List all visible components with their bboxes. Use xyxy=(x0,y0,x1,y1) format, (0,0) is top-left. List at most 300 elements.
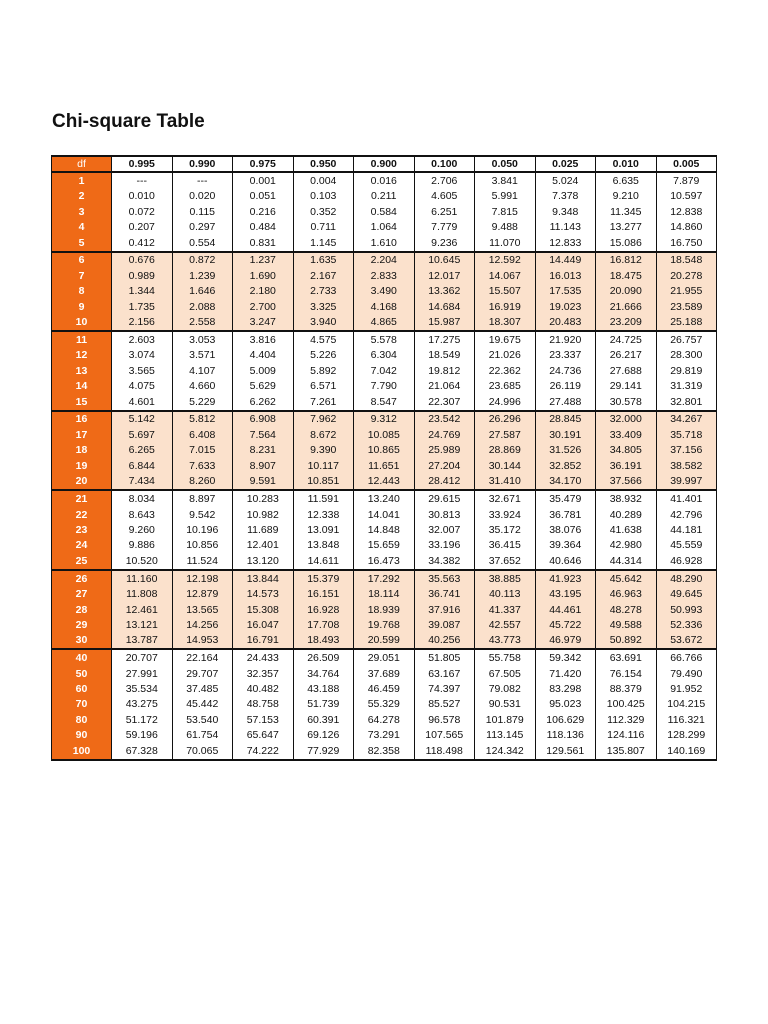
value-cell: 37.485 xyxy=(172,681,233,696)
value-cell: 129.561 xyxy=(535,743,596,760)
value-cell: 35.534 xyxy=(112,681,173,696)
value-cell: 55.758 xyxy=(475,649,536,666)
value-cell: 2.706 xyxy=(414,172,475,189)
df-cell: 11 xyxy=(52,331,112,348)
value-cell: 16.750 xyxy=(656,235,717,252)
value-cell: 28.412 xyxy=(414,474,475,491)
value-cell: 9.236 xyxy=(414,235,475,252)
value-cell: 42.796 xyxy=(656,507,717,522)
value-cell: 46.979 xyxy=(535,633,596,650)
value-cell: 5.229 xyxy=(172,394,233,411)
value-cell: 0.676 xyxy=(112,252,173,269)
value-cell: 10.865 xyxy=(354,443,415,458)
value-cell: 0.010 xyxy=(112,189,173,204)
value-cell: 1.635 xyxy=(293,252,354,269)
value-cell: 7.790 xyxy=(354,379,415,394)
value-cell: 24.736 xyxy=(535,363,596,378)
df-cell: 27 xyxy=(52,586,112,601)
value-cell: 22.307 xyxy=(414,394,475,411)
value-cell: 64.278 xyxy=(354,712,415,727)
value-cell: 14.449 xyxy=(535,252,596,269)
value-cell: 0.016 xyxy=(354,172,415,189)
value-cell: 13.091 xyxy=(293,522,354,537)
df-cell: 17 xyxy=(52,427,112,442)
df-cell: 2 xyxy=(52,189,112,204)
value-cell: 7.434 xyxy=(112,474,173,491)
value-cell: 85.527 xyxy=(414,697,475,712)
value-cell: 6.251 xyxy=(414,204,475,219)
value-cell: 74.222 xyxy=(233,743,294,760)
value-cell: 6.262 xyxy=(233,394,294,411)
value-cell: 10.196 xyxy=(172,522,233,537)
value-cell: 5.991 xyxy=(475,189,536,204)
value-cell: 29.051 xyxy=(354,649,415,666)
value-cell: 7.261 xyxy=(293,394,354,411)
value-cell: 31.526 xyxy=(535,443,596,458)
value-cell: 12.338 xyxy=(293,507,354,522)
value-cell: 7.779 xyxy=(414,219,475,234)
value-cell: 124.116 xyxy=(596,728,657,743)
value-cell: 13.844 xyxy=(233,570,294,587)
df-cell: 24 xyxy=(52,538,112,553)
value-cell: 16.473 xyxy=(354,553,415,570)
prob-header: 0.100 xyxy=(414,156,475,172)
value-cell: 23.685 xyxy=(475,379,536,394)
df-cell: 25 xyxy=(52,553,112,570)
value-cell: 112.329 xyxy=(596,712,657,727)
value-cell: 30.813 xyxy=(414,507,475,522)
df-cell: 10 xyxy=(52,314,112,331)
value-cell: 0.297 xyxy=(172,219,233,234)
df-cell: 22 xyxy=(52,507,112,522)
table-row xyxy=(52,189,717,204)
value-cell: 19.812 xyxy=(414,363,475,378)
prob-header: 0.975 xyxy=(233,156,294,172)
table-row xyxy=(52,458,717,473)
df-cell: 26 xyxy=(52,570,112,587)
value-cell: 100.425 xyxy=(596,697,657,712)
table-row xyxy=(52,427,717,442)
value-cell: 41.638 xyxy=(596,522,657,537)
table-row xyxy=(52,538,717,553)
value-cell: 3.325 xyxy=(293,299,354,314)
value-cell: 0.989 xyxy=(112,268,173,283)
table-row xyxy=(52,394,717,411)
value-cell: 13.121 xyxy=(112,617,173,632)
value-cell: 20.707 xyxy=(112,649,173,666)
value-cell: 46.459 xyxy=(354,681,415,696)
value-cell: 16.013 xyxy=(535,268,596,283)
value-cell: 1.735 xyxy=(112,299,173,314)
prob-header: 0.900 xyxy=(354,156,415,172)
value-cell: 10.085 xyxy=(354,427,415,442)
value-cell: 28.300 xyxy=(656,348,717,363)
value-cell: 46.963 xyxy=(596,586,657,601)
value-cell: 95.023 xyxy=(535,697,596,712)
value-cell: 39.087 xyxy=(414,617,475,632)
value-cell: 6.408 xyxy=(172,427,233,442)
value-cell: 44.314 xyxy=(596,553,657,570)
value-cell: 49.645 xyxy=(656,586,717,601)
value-cell: 16.812 xyxy=(596,252,657,269)
value-cell: 35.718 xyxy=(656,427,717,442)
table-row xyxy=(52,649,717,666)
value-cell: 1.239 xyxy=(172,268,233,283)
value-cell: 67.328 xyxy=(112,743,173,760)
value-cell: 3.841 xyxy=(475,172,536,189)
value-cell: 11.070 xyxy=(475,235,536,252)
value-cell: 5.024 xyxy=(535,172,596,189)
value-cell: 13.848 xyxy=(293,538,354,553)
value-cell: 5.009 xyxy=(233,363,294,378)
df-cell: 3 xyxy=(52,204,112,219)
table-row xyxy=(52,507,717,522)
value-cell: 18.548 xyxy=(656,252,717,269)
value-cell: 6.304 xyxy=(354,348,415,363)
value-cell: 0.872 xyxy=(172,252,233,269)
prob-header: 0.010 xyxy=(596,156,657,172)
value-cell: 8.907 xyxy=(233,458,294,473)
value-cell: 5.142 xyxy=(112,411,173,428)
table-row xyxy=(52,363,717,378)
value-cell: 65.647 xyxy=(233,728,294,743)
value-cell: 9.312 xyxy=(354,411,415,428)
value-cell: 7.633 xyxy=(172,458,233,473)
value-cell: 10.520 xyxy=(112,553,173,570)
value-cell: 5.697 xyxy=(112,427,173,442)
value-cell: 2.700 xyxy=(233,299,294,314)
value-cell: 24.996 xyxy=(475,394,536,411)
value-cell: 79.082 xyxy=(475,681,536,696)
value-cell: --- xyxy=(112,172,173,189)
value-cell: 1.690 xyxy=(233,268,294,283)
value-cell: 69.126 xyxy=(293,728,354,743)
value-cell: 0.020 xyxy=(172,189,233,204)
value-cell: 11.345 xyxy=(596,204,657,219)
table-row xyxy=(52,617,717,632)
table-row xyxy=(52,602,717,617)
value-cell: 113.145 xyxy=(475,728,536,743)
value-cell: 76.154 xyxy=(596,666,657,681)
value-cell: 32.852 xyxy=(535,458,596,473)
value-cell: 29.819 xyxy=(656,363,717,378)
value-cell: 26.757 xyxy=(656,331,717,348)
value-cell: 73.291 xyxy=(354,728,415,743)
value-cell: 50.993 xyxy=(656,602,717,617)
value-cell: 25.188 xyxy=(656,314,717,331)
value-cell: 30.144 xyxy=(475,458,536,473)
value-cell: 9.260 xyxy=(112,522,173,537)
value-cell: 3.490 xyxy=(354,284,415,299)
value-cell: 32.357 xyxy=(233,666,294,681)
value-cell: 83.298 xyxy=(535,681,596,696)
value-cell: 0.216 xyxy=(233,204,294,219)
table-row xyxy=(52,728,717,743)
value-cell: 82.358 xyxy=(354,743,415,760)
value-cell: 7.564 xyxy=(233,427,294,442)
value-cell: 14.953 xyxy=(172,633,233,650)
prob-header: 0.050 xyxy=(475,156,536,172)
value-cell: 70.065 xyxy=(172,743,233,760)
value-cell: 4.107 xyxy=(172,363,233,378)
value-cell: 3.816 xyxy=(233,331,294,348)
value-cell: 14.611 xyxy=(293,553,354,570)
value-cell: 35.563 xyxy=(414,570,475,587)
value-cell: 51.172 xyxy=(112,712,173,727)
value-cell: 74.397 xyxy=(414,681,475,696)
value-cell: --- xyxy=(172,172,233,189)
table-row xyxy=(52,284,717,299)
value-cell: 4.168 xyxy=(354,299,415,314)
value-cell: 5.578 xyxy=(354,331,415,348)
value-cell: 0.412 xyxy=(112,235,173,252)
value-cell: 57.153 xyxy=(233,712,294,727)
value-cell: 45.722 xyxy=(535,617,596,632)
value-cell: 0.115 xyxy=(172,204,233,219)
value-cell: 40.482 xyxy=(233,681,294,696)
value-cell: 18.549 xyxy=(414,348,475,363)
value-cell: 19.768 xyxy=(354,617,415,632)
value-cell: 6.635 xyxy=(596,172,657,189)
table-row xyxy=(52,252,717,269)
value-cell: 1.145 xyxy=(293,235,354,252)
value-cell: 28.845 xyxy=(535,411,596,428)
value-cell: 39.364 xyxy=(535,538,596,553)
value-cell: 7.042 xyxy=(354,363,415,378)
value-cell: 1.646 xyxy=(172,284,233,299)
value-cell: 38.932 xyxy=(596,490,657,507)
value-cell: 7.815 xyxy=(475,204,536,219)
value-cell: 116.321 xyxy=(656,712,717,727)
value-cell: 38.582 xyxy=(656,458,717,473)
value-cell: 9.886 xyxy=(112,538,173,553)
df-cell: 6 xyxy=(52,252,112,269)
value-cell: 13.565 xyxy=(172,602,233,617)
value-cell: 9.348 xyxy=(535,204,596,219)
value-cell: 22.362 xyxy=(475,363,536,378)
value-cell: 21.920 xyxy=(535,331,596,348)
df-cell: 1 xyxy=(52,172,112,189)
value-cell: 36.741 xyxy=(414,586,475,601)
value-cell: 41.337 xyxy=(475,602,536,617)
value-cell: 43.188 xyxy=(293,681,354,696)
value-cell: 37.652 xyxy=(475,553,536,570)
value-cell: 16.928 xyxy=(293,602,354,617)
value-cell: 7.879 xyxy=(656,172,717,189)
value-cell: 19.675 xyxy=(475,331,536,348)
df-cell: 90 xyxy=(52,728,112,743)
value-cell: 13.240 xyxy=(354,490,415,507)
value-cell: 7.962 xyxy=(293,411,354,428)
value-cell: 2.558 xyxy=(172,314,233,331)
value-cell: 8.034 xyxy=(112,490,173,507)
value-cell: 49.588 xyxy=(596,617,657,632)
value-cell: 1.237 xyxy=(233,252,294,269)
value-cell: 0.207 xyxy=(112,219,173,234)
table-row xyxy=(52,666,717,681)
value-cell: 14.067 xyxy=(475,268,536,283)
value-cell: 27.488 xyxy=(535,394,596,411)
value-cell: 6.265 xyxy=(112,443,173,458)
value-cell: 128.299 xyxy=(656,728,717,743)
df-cell: 20 xyxy=(52,474,112,491)
header-row xyxy=(52,156,717,172)
prob-header: 0.950 xyxy=(293,156,354,172)
table-row xyxy=(52,697,717,712)
value-cell: 60.391 xyxy=(293,712,354,727)
value-cell: 26.119 xyxy=(535,379,596,394)
table-row xyxy=(52,204,717,219)
value-cell: 53.540 xyxy=(172,712,233,727)
value-cell: 21.026 xyxy=(475,348,536,363)
value-cell: 2.167 xyxy=(293,268,354,283)
value-cell: 63.691 xyxy=(596,649,657,666)
value-cell: 23.209 xyxy=(596,314,657,331)
value-cell: 20.090 xyxy=(596,284,657,299)
value-cell: 29.707 xyxy=(172,666,233,681)
value-cell: 18.114 xyxy=(354,586,415,601)
df-cell: 30 xyxy=(52,633,112,650)
value-cell: 59.342 xyxy=(535,649,596,666)
table-row xyxy=(52,586,717,601)
value-cell: 12.838 xyxy=(656,204,717,219)
value-cell: 0.051 xyxy=(233,189,294,204)
value-cell: 37.916 xyxy=(414,602,475,617)
value-cell: 33.924 xyxy=(475,507,536,522)
value-cell: 12.198 xyxy=(172,570,233,587)
value-cell: 12.017 xyxy=(414,268,475,283)
value-cell: 59.196 xyxy=(112,728,173,743)
value-cell: 32.801 xyxy=(656,394,717,411)
value-cell: 2.733 xyxy=(293,284,354,299)
value-cell: 12.443 xyxy=(354,474,415,491)
value-cell: 3.571 xyxy=(172,348,233,363)
value-cell: 90.531 xyxy=(475,697,536,712)
value-cell: 71.420 xyxy=(535,666,596,681)
value-cell: 14.848 xyxy=(354,522,415,537)
value-cell: 52.336 xyxy=(656,617,717,632)
value-cell: 140.169 xyxy=(656,743,717,760)
value-cell: 39.997 xyxy=(656,474,717,491)
value-cell: 14.860 xyxy=(656,219,717,234)
value-cell: 29.615 xyxy=(414,490,475,507)
value-cell: 15.507 xyxy=(475,284,536,299)
value-cell: 4.660 xyxy=(172,379,233,394)
value-cell: 16.047 xyxy=(233,617,294,632)
value-cell: 1.064 xyxy=(354,219,415,234)
value-cell: 1.610 xyxy=(354,235,415,252)
value-cell: 10.597 xyxy=(656,189,717,204)
value-cell: 34.267 xyxy=(656,411,717,428)
value-cell: 27.991 xyxy=(112,666,173,681)
prob-header: 0.025 xyxy=(535,156,596,172)
value-cell: 48.758 xyxy=(233,697,294,712)
value-cell: 7.378 xyxy=(535,189,596,204)
value-cell: 17.535 xyxy=(535,284,596,299)
value-cell: 8.643 xyxy=(112,507,173,522)
df-cell: 60 xyxy=(52,681,112,696)
value-cell: 118.498 xyxy=(414,743,475,760)
value-cell: 34.382 xyxy=(414,553,475,570)
value-cell: 10.645 xyxy=(414,252,475,269)
value-cell: 17.275 xyxy=(414,331,475,348)
value-cell: 3.247 xyxy=(233,314,294,331)
df-cell: 9 xyxy=(52,299,112,314)
table-row xyxy=(52,268,717,283)
value-cell: 43.275 xyxy=(112,697,173,712)
value-cell: 36.415 xyxy=(475,538,536,553)
value-cell: 38.076 xyxy=(535,522,596,537)
value-cell: 40.289 xyxy=(596,507,657,522)
value-cell: 0.001 xyxy=(233,172,294,189)
value-cell: 13.787 xyxy=(112,633,173,650)
value-cell: 2.088 xyxy=(172,299,233,314)
value-cell: 135.807 xyxy=(596,743,657,760)
value-cell: 13.277 xyxy=(596,219,657,234)
value-cell: 2.603 xyxy=(112,331,173,348)
table-row xyxy=(52,490,717,507)
value-cell: 0.484 xyxy=(233,219,294,234)
table-row xyxy=(52,553,717,570)
value-cell: 30.578 xyxy=(596,394,657,411)
value-cell: 41.401 xyxy=(656,490,717,507)
value-cell: 33.409 xyxy=(596,427,657,442)
value-cell: 4.075 xyxy=(112,379,173,394)
value-cell: 27.587 xyxy=(475,427,536,442)
value-cell: 37.689 xyxy=(354,666,415,681)
value-cell: 5.629 xyxy=(233,379,294,394)
value-cell: 0.103 xyxy=(293,189,354,204)
value-cell: 30.191 xyxy=(535,427,596,442)
value-cell: 41.923 xyxy=(535,570,596,587)
value-cell: 12.592 xyxy=(475,252,536,269)
value-cell: 8.260 xyxy=(172,474,233,491)
value-cell: 34.805 xyxy=(596,443,657,458)
table-row xyxy=(52,712,717,727)
table-row xyxy=(52,172,717,189)
df-cell: 14 xyxy=(52,379,112,394)
value-cell: 6.844 xyxy=(112,458,173,473)
value-cell: 6.908 xyxy=(233,411,294,428)
prob-header: 0.990 xyxy=(172,156,233,172)
value-cell: 0.211 xyxy=(354,189,415,204)
value-cell: 50.892 xyxy=(596,633,657,650)
value-cell: 27.688 xyxy=(596,363,657,378)
df-cell: 21 xyxy=(52,490,112,507)
value-cell: 63.167 xyxy=(414,666,475,681)
value-cell: 23.542 xyxy=(414,411,475,428)
value-cell: 96.578 xyxy=(414,712,475,727)
value-cell: 33.196 xyxy=(414,538,475,553)
value-cell: 51.739 xyxy=(293,697,354,712)
value-cell: 77.929 xyxy=(293,743,354,760)
value-cell: 20.483 xyxy=(535,314,596,331)
value-cell: 15.308 xyxy=(233,602,294,617)
value-cell: 88.379 xyxy=(596,681,657,696)
chi-square-table xyxy=(51,155,717,761)
value-cell: 0.831 xyxy=(233,235,294,252)
value-cell: 40.646 xyxy=(535,553,596,570)
value-cell: 19.023 xyxy=(535,299,596,314)
df-cell: 4 xyxy=(52,219,112,234)
value-cell: 35.172 xyxy=(475,522,536,537)
value-cell: 34.170 xyxy=(535,474,596,491)
df-cell: 28 xyxy=(52,602,112,617)
value-cell: 20.278 xyxy=(656,268,717,283)
value-cell: 10.982 xyxy=(233,507,294,522)
value-cell: 37.566 xyxy=(596,474,657,491)
value-cell: 0.554 xyxy=(172,235,233,252)
